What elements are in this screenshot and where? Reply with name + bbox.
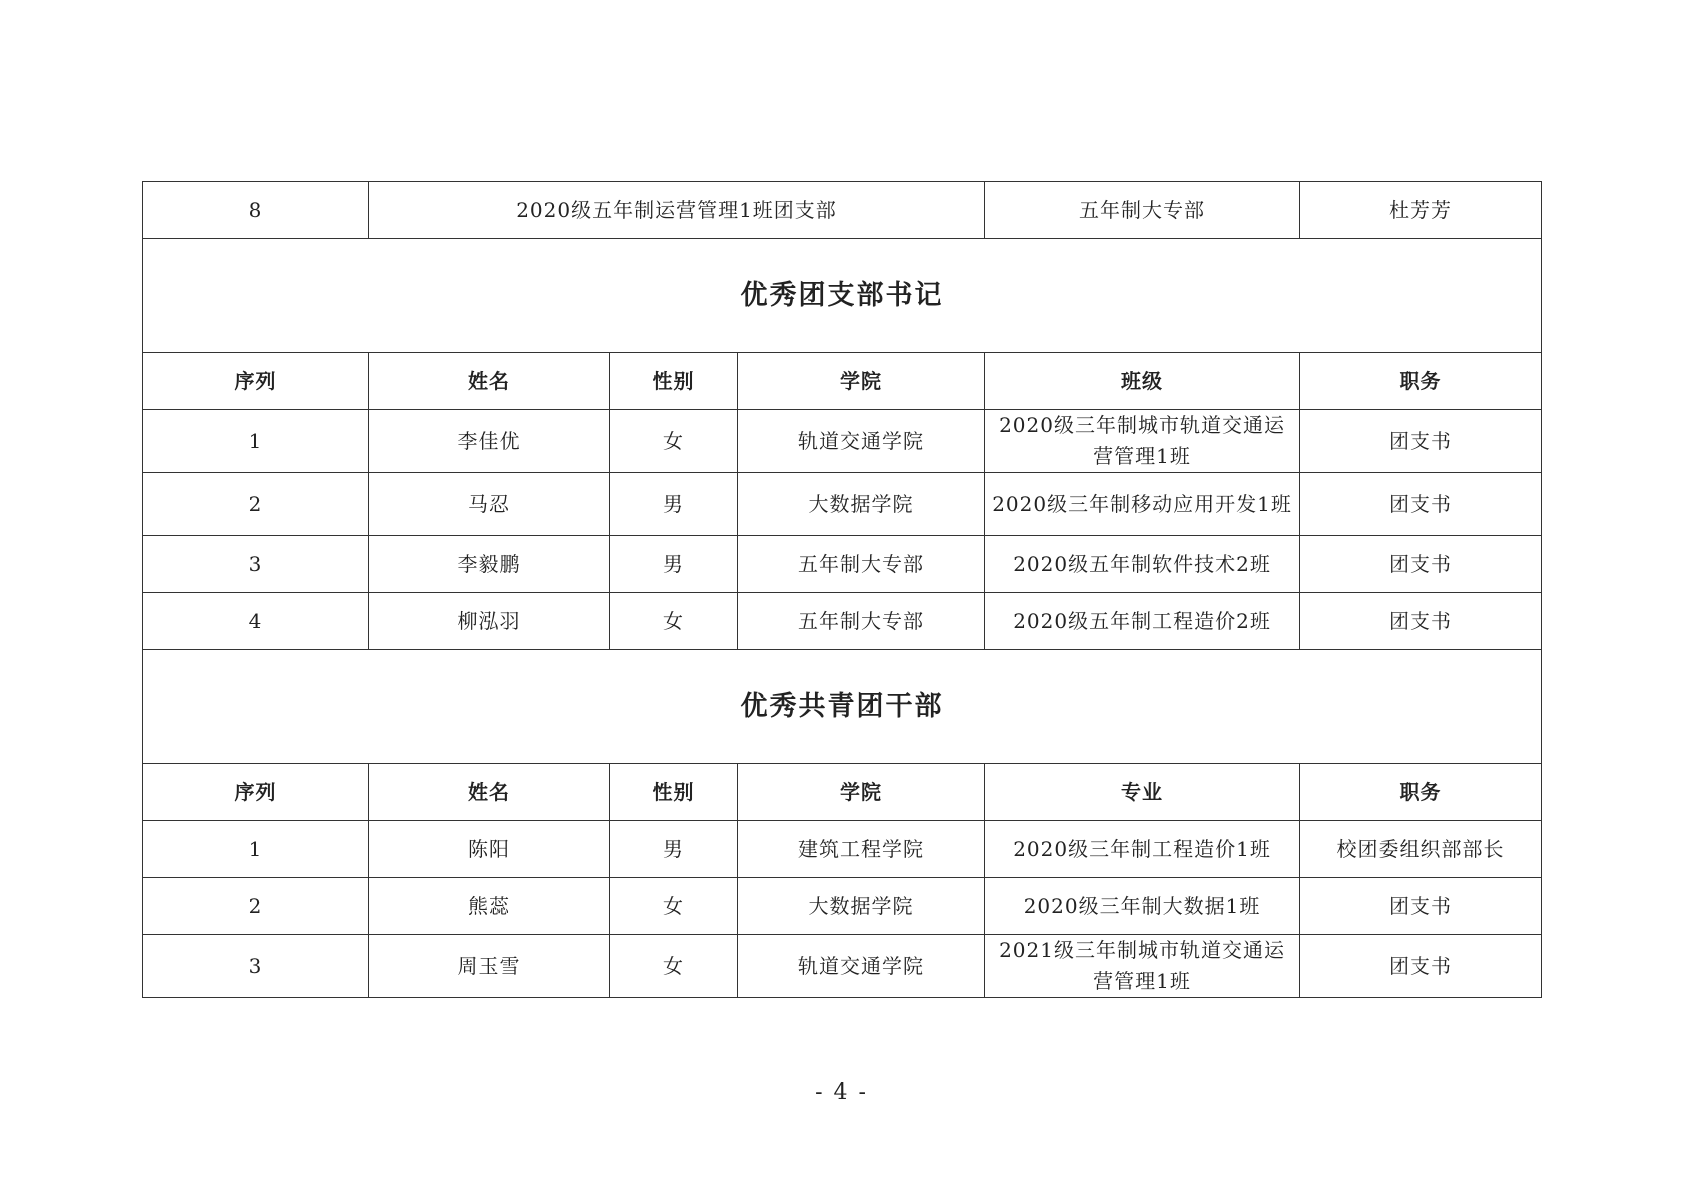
section-title-row <box>143 650 1542 764</box>
header-college: 学院 <box>738 353 985 410</box>
cell-position: 团支书 <box>1300 410 1542 473</box>
cell-gender: 男 <box>610 821 738 878</box>
cell-gender: 女 <box>610 878 738 935</box>
cell-name: 李佳优 <box>369 410 610 473</box>
table-row <box>143 536 1542 593</box>
cell-position: 团支书 <box>1300 935 1542 998</box>
cell-college: 五年制大专部 <box>738 536 985 593</box>
cell-college: 大数据学院 <box>738 473 985 536</box>
cell-name: 熊蕊 <box>369 878 610 935</box>
branch-index: 8 <box>143 182 369 239</box>
table-row <box>143 935 1542 998</box>
honor-list-table <box>142 181 1542 998</box>
cell-index: 2 <box>143 473 369 536</box>
header-name: 姓名 <box>369 764 610 821</box>
cell-position: 校团委组织部部长 <box>1300 821 1542 878</box>
cell-college: 大数据学院 <box>738 878 985 935</box>
cell-position: 团支书 <box>1300 473 1542 536</box>
cell-index: 2 <box>143 878 369 935</box>
section-title-excellent-branch-secretary: 优秀团支部书记 <box>143 239 1542 353</box>
cell-position: 团支书 <box>1300 878 1542 935</box>
cell-college: 轨道交通学院 <box>738 935 985 998</box>
cell-name: 李毅鹏 <box>369 536 610 593</box>
table-row <box>143 821 1542 878</box>
header-name: 姓名 <box>369 353 610 410</box>
section-title-row <box>143 239 1542 353</box>
cell-major: 2020级三年制大数据1班 <box>985 878 1300 935</box>
cell-name: 周玉雪 <box>369 935 610 998</box>
cell-class: 2020级三年制移动应用开发1班 <box>985 473 1300 536</box>
header-gender: 性别 <box>610 764 738 821</box>
cell-major: 2021级三年制城市轨道交通运营管理1班 <box>985 935 1300 998</box>
cell-class: 2020级五年制软件技术2班 <box>985 536 1300 593</box>
header-position: 职务 <box>1300 764 1542 821</box>
table-header-row <box>143 353 1542 410</box>
branch-row <box>143 182 1542 239</box>
cell-name: 陈阳 <box>369 821 610 878</box>
cell-college: 建筑工程学院 <box>738 821 985 878</box>
cell-gender: 女 <box>610 593 738 650</box>
cell-name: 马忍 <box>369 473 610 536</box>
cell-index: 4 <box>143 593 369 650</box>
cell-gender: 男 <box>610 536 738 593</box>
cell-college: 五年制大专部 <box>738 593 985 650</box>
table-row <box>143 410 1542 473</box>
table-header-row <box>143 764 1542 821</box>
cell-position: 团支书 <box>1300 536 1542 593</box>
cell-college: 轨道交通学院 <box>738 410 985 473</box>
cell-gender: 女 <box>610 935 738 998</box>
header-major: 专业 <box>985 764 1300 821</box>
section-title-excellent-league-cadre: 优秀共青团干部 <box>143 650 1542 764</box>
branch-name: 2020级五年制运营管理1班团支部 <box>369 182 985 239</box>
header-gender: 性别 <box>610 353 738 410</box>
cell-class: 2020级五年制工程造价2班 <box>985 593 1300 650</box>
branch-college: 五年制大专部 <box>985 182 1300 239</box>
cell-position: 团支书 <box>1300 593 1542 650</box>
table-row <box>143 593 1542 650</box>
cell-index: 1 <box>143 410 369 473</box>
table-row <box>143 878 1542 935</box>
cell-index: 3 <box>143 536 369 593</box>
cell-gender: 女 <box>610 410 738 473</box>
header-index: 序列 <box>143 764 369 821</box>
cell-index: 1 <box>143 821 369 878</box>
page-number: - 4 - <box>815 1080 868 1105</box>
header-college: 学院 <box>738 764 985 821</box>
header-class: 班级 <box>985 353 1300 410</box>
table-row <box>143 473 1542 536</box>
cell-class: 2020级三年制城市轨道交通运营管理1班 <box>985 410 1300 473</box>
header-position: 职务 <box>1300 353 1542 410</box>
cell-name: 柳泓羽 <box>369 593 610 650</box>
cell-major: 2020级三年制工程造价1班 <box>985 821 1300 878</box>
branch-person: 杜芳芳 <box>1300 182 1542 239</box>
header-index: 序列 <box>143 353 369 410</box>
cell-gender: 男 <box>610 473 738 536</box>
cell-index: 3 <box>143 935 369 998</box>
